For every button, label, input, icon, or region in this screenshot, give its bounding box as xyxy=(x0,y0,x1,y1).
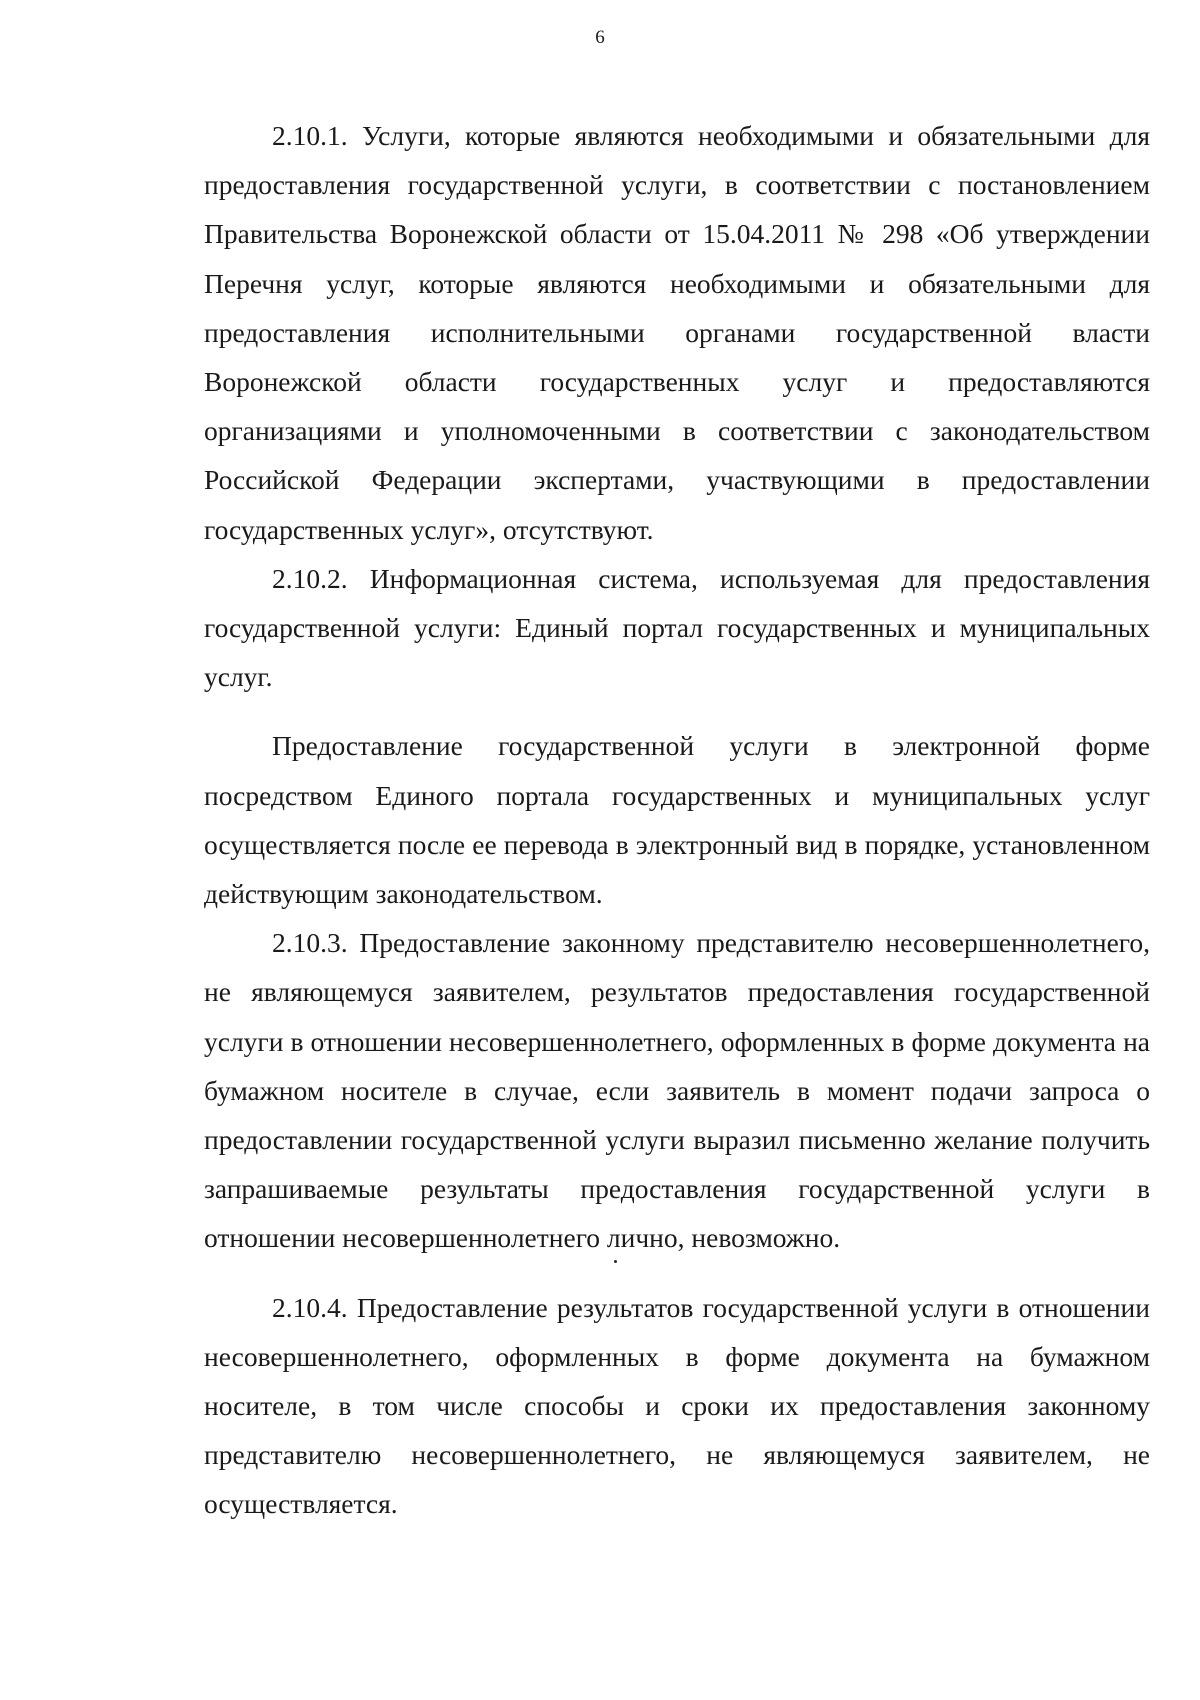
paragraph-2-10-1: 2.10.1. Услуги, которые являются необходимыми и обязательными для предоставления государственной услуги, в соответствии с постановлением Правительства Воронежской области от 15.04.2011 № 298 «Об утверждении Перечня услуг, которые являются необходимыми и обязательными для предоставления исполнительными органами государственной власти Воронежской области государственных услуг и предоставляются организациями и уполномоченными в соответствии с законодательством Российской Федерации экспертами, участвующими в предоставлении государственных услуг», отсутствуют. xyxy=(204,120,1150,545)
paragraph-2-10-3: 2.10.3. Предоставление законному представителю несовершеннолетнего, не являющемуся заявителем, результатов предоставления государственной услуги в отношении несовершеннолетнего, оформленных в форме документа на бумажном носителе в случае, если заявитель в момент подачи запроса о предоставлении государственной услуги выразил письменно желание получить запрашиваемые результаты предоставления государственной услуги в отношении несовершеннолетнего лично, невозможно. xyxy=(204,927,1150,1254)
paragraph-2-10-4: 2.10.4. Предоставление результатов государственной услуги в отношении несовершеннолетнего, оформленных в форме документа на бумажном носителе, в том числе способы и сроки их предоставления законному представителю несовершеннолетнего, не являющемуся заявителем, не осуществляется. xyxy=(204,1291,1150,1520)
document-body xyxy=(204,111,1150,1529)
paragraph-electronic-form: Предоставление государственной услуги в электронной форме посредством Единого портала государственных и муниципальных услуг осуществляется после ее перевода в электронный вид в порядке, установленном действующим законодательством. xyxy=(204,730,1150,910)
scan-speck xyxy=(614,1260,617,1263)
page-number: 6 xyxy=(595,27,605,48)
paragraph-2-10-2: 2.10.2. Информационная система, используемая для предоставления государственной услуги: Единый портал государственных и муниципальных услуг. xyxy=(204,562,1150,693)
